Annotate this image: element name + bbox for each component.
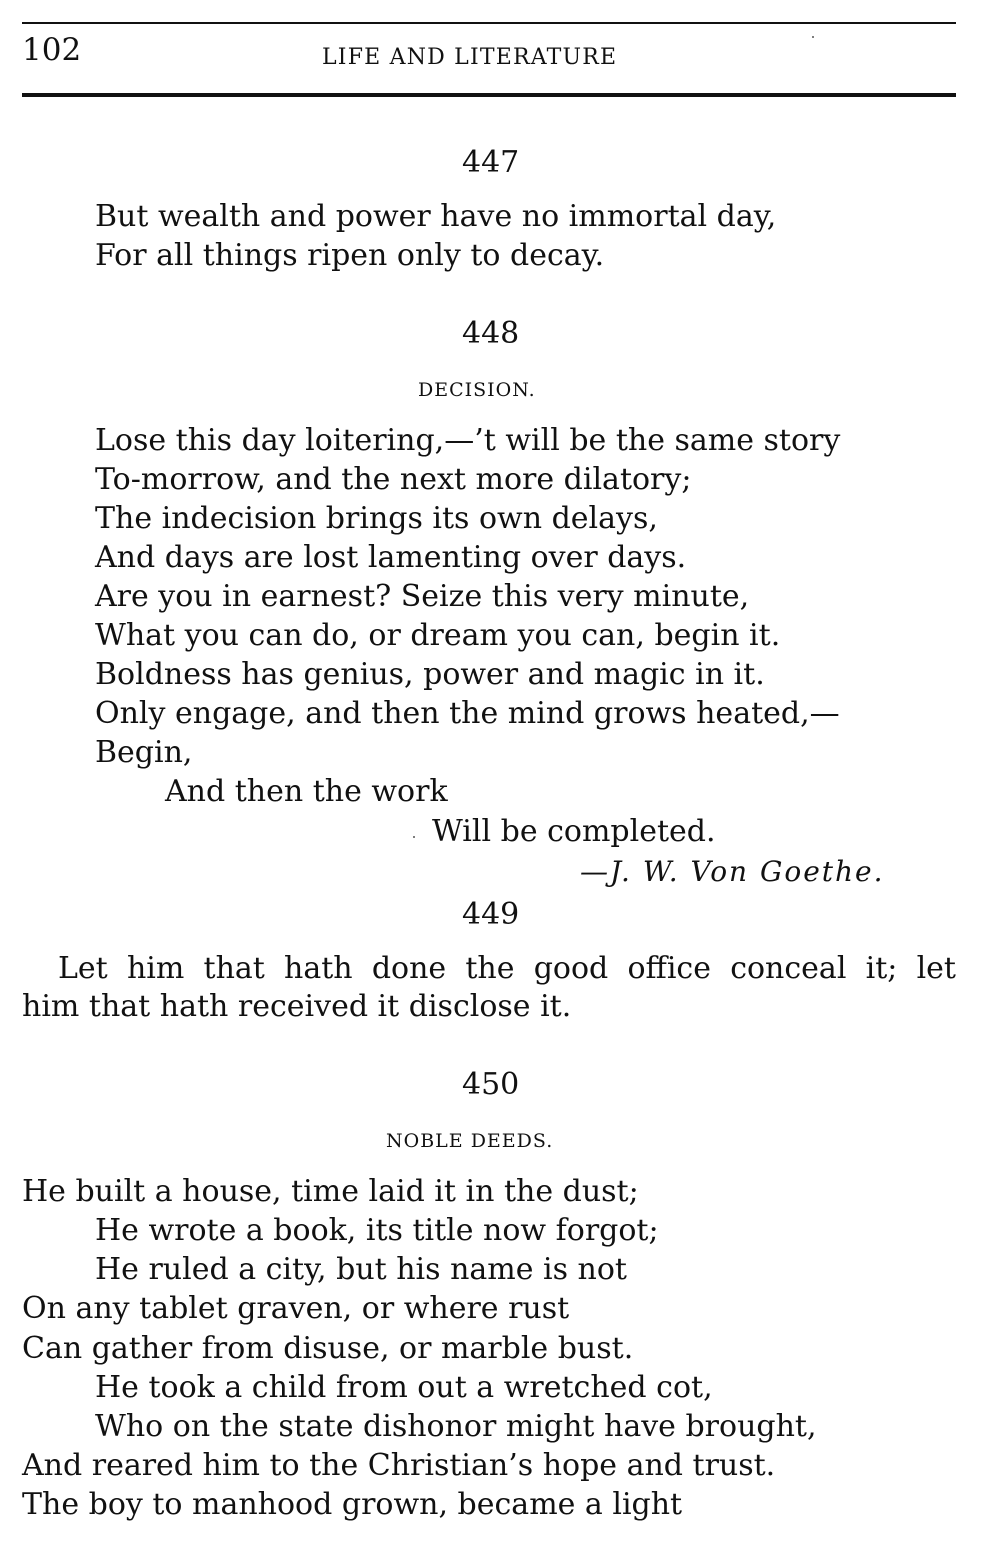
- entry-number-450: 450: [462, 1067, 520, 1102]
- poem-line: And then the work: [165, 774, 448, 809]
- poem-line: Lose this day loitering,—’t will be the same story: [95, 423, 841, 458]
- poem-line: To-morrow, and the next more dilatory;: [95, 462, 692, 497]
- header-top-rule: [22, 22, 956, 24]
- poem-line: He took a child from out a wretched cot,: [95, 1370, 713, 1405]
- header-bottom-rule: [22, 93, 956, 97]
- poem-line: The indecision brings its own delays,: [95, 501, 658, 536]
- poem-line: And reared him to the Christian’s hope and trust.: [22, 1448, 776, 1483]
- entry-number-449: 449: [462, 897, 520, 932]
- entry-title-noble-deeds: NOBLE DEEDS.: [386, 1130, 554, 1152]
- print-speck: [812, 36, 814, 38]
- poem-line: The boy to manhood grown, became a light: [22, 1487, 683, 1522]
- poem-line: He built a house, time laid it in the dust;: [22, 1174, 639, 1209]
- attribution-goethe: —J. W. Von Goethe.: [580, 855, 885, 888]
- poem-line: Only engage, and then the mind grows heated,—: [95, 696, 840, 731]
- page-number: 102: [22, 32, 82, 68]
- poem-line: For all things ripen only to decay.: [95, 238, 605, 273]
- prose-paragraph-449: [22, 950, 956, 1026]
- entry-title-decision: DECISION.: [418, 379, 536, 401]
- prose-line: him that hath received it disclose it.: [22, 989, 572, 1024]
- print-speck: [413, 836, 415, 838]
- poem-line: Can gather from disuse, or marble bust.: [22, 1331, 634, 1366]
- poem-line: Begin,: [95, 735, 193, 770]
- poem-line: Are you in earnest? Seize this very minute,: [95, 579, 750, 614]
- running-title: LIFE AND LITERATURE: [322, 45, 618, 70]
- prose-line: Let him that hath done the good office conceal it; let: [58, 951, 956, 986]
- poem-line: He ruled a city, but his name is not: [95, 1252, 627, 1287]
- poem-line: What you can do, or dream you can, begin it.: [95, 618, 781, 653]
- entry-number-447: 447: [462, 145, 520, 180]
- poem-line: On any tablet graven, or where rust: [22, 1291, 570, 1326]
- poem-line: Who on the state dishonor might have brought,: [95, 1409, 817, 1444]
- entry-number-448: 448: [462, 316, 520, 351]
- poem-line: Will be completed.: [432, 814, 716, 849]
- poem-line: Boldness has genius, power and magic in it.: [95, 657, 765, 692]
- poem-line: He wrote a book, its title now forgot;: [95, 1213, 659, 1248]
- poem-line: And days are lost lamenting over days.: [95, 540, 687, 575]
- poem-line: But wealth and power have no immortal day,: [95, 199, 777, 234]
